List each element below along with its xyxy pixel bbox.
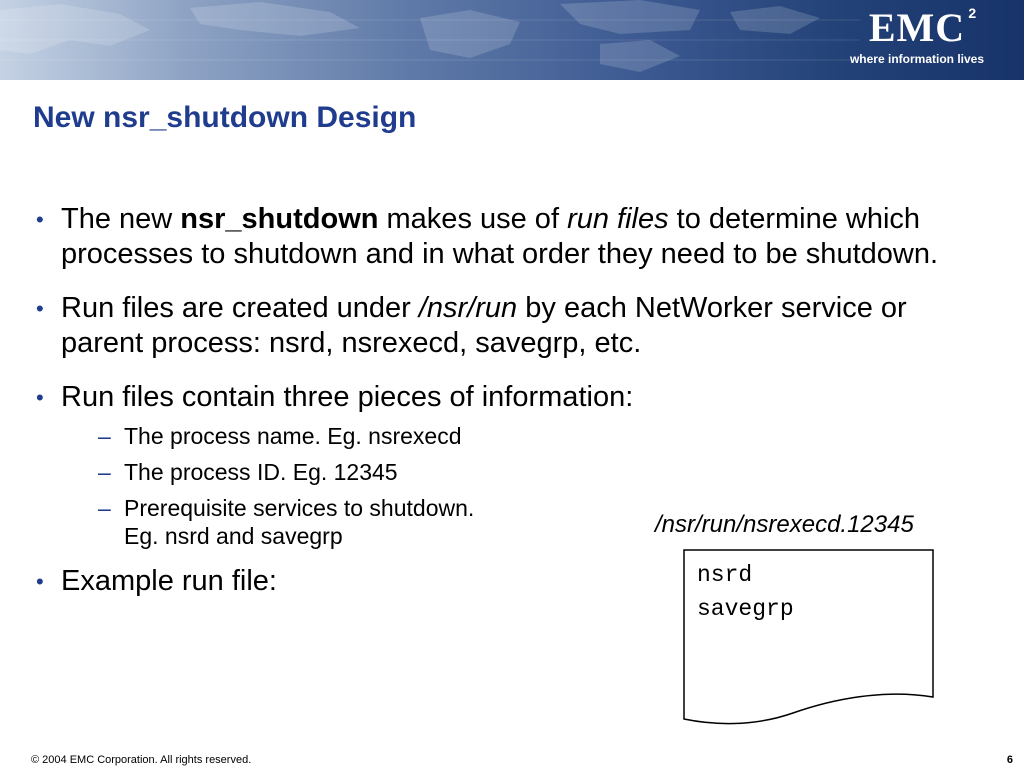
bullet-text-italic: /nsr/run: [418, 292, 518, 324]
bullet-dot: •: [36, 207, 44, 232]
emc-logo: [832, 6, 1002, 72]
bullet-text-post: to determine which processes to shutdown and in what order they need to be shutdown.: [61, 203, 939, 270]
example-file-contents: [697, 558, 794, 626]
example-file-path: /nsr/run/nsrexecd.12345: [655, 511, 914, 538]
bullet-nsr-shutdown: [36, 202, 996, 272]
bullet-dot: •: [36, 296, 44, 321]
logo-superscript: 2: [968, 5, 978, 21]
logo-word-text: EMC: [868, 5, 966, 50]
bullet-text-pre: Run files are created under: [61, 292, 419, 324]
file-line-nsrd: nsrd: [697, 562, 753, 588]
logo-tagline: where information lives: [849, 52, 985, 66]
logo-wordmark: [868, 5, 978, 50]
bullet-text-pre: The new: [61, 203, 181, 235]
sub-bullet-process-name: [98, 422, 996, 450]
bullet-run-files-location: [36, 291, 996, 361]
bullet-text-bold: nsr_shutdown: [180, 203, 379, 235]
sub-bullet-text-line2: Eg. nsrd and savegrp: [124, 523, 343, 549]
bullet-text: Run files contain three pieces of information:: [61, 381, 634, 413]
sub-bullet-process-id: [98, 458, 996, 486]
sub-bullet-dash: –: [98, 459, 111, 485]
bullet-text-mid: makes use of: [378, 203, 568, 235]
footer-copyright: © 2004 EMC Corporation. All rights reserved.: [31, 754, 252, 766]
header-banner: [0, 0, 1024, 80]
bullet-text-post: by each NetWorker service or parent process: nsrd, nsrexecd, savegrp, etc.: [61, 292, 907, 359]
bullet-text-italic: run files: [567, 203, 669, 235]
sub-bullet-text: Prerequisite services to shutdown.: [124, 495, 475, 521]
page-number: 6: [1006, 754, 1013, 766]
bullet-run-files-contents: [36, 380, 996, 415]
sub-bullet-dash: –: [98, 423, 111, 449]
sub-bullet-text: The process name. Eg. nsrexecd: [124, 423, 462, 449]
bullet-dot: •: [36, 569, 44, 594]
sub-bullet-dash: –: [98, 495, 111, 521]
slide-title: New nsr_shutdown Design: [33, 101, 417, 134]
bullet-text: Example run file:: [61, 565, 277, 597]
sub-bullet-text: The process ID. Eg. 12345: [124, 459, 398, 485]
bullet-dot: •: [36, 385, 44, 410]
file-line-savegrp: savegrp: [697, 596, 794, 622]
